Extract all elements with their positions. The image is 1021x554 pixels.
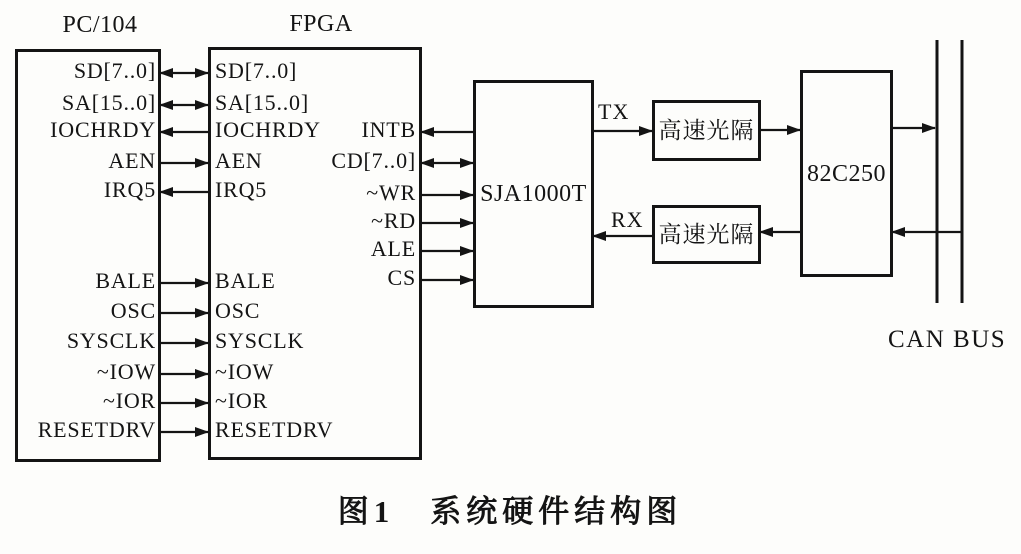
fpga-pin-aen: AEN (215, 148, 263, 173)
fpga-pin-sa: SA[15..0] (215, 90, 309, 115)
rx-label: RX (611, 207, 644, 232)
fpga-pin-iow: ~IOW (215, 359, 275, 384)
fpga-pin-rd: ~RD (371, 208, 416, 233)
pc104-pin-osc: OSC (110, 298, 156, 323)
fpga-pin-sd: SD[7..0] (215, 58, 298, 83)
pc104-pin-sysclk: SYSCLK (66, 328, 156, 353)
optocoupler-rx-label: 高速光隔 (658, 222, 755, 247)
figure-caption: 图1 系统硬件结构图 (337, 494, 683, 529)
fpga-pin-cs: CS (387, 265, 416, 290)
fpga-pin-irq5: IRQ5 (215, 177, 268, 202)
pc104-pin-sa: SA[15..0] (62, 90, 156, 115)
fpga-pin-resetdrv: RESETDRV (215, 417, 334, 442)
fpga-pin-sysclk: SYSCLK (215, 328, 305, 353)
transceiver-82c250-label: 82C250 (806, 160, 886, 187)
pc104-pin-irq5: IRQ5 (103, 177, 156, 202)
pc104-pin-resetdrv: RESETDRV (37, 417, 156, 442)
tx-label: TX (598, 99, 630, 124)
fpga-pin-osc: OSC (215, 298, 261, 323)
sja1000t-block (473, 80, 594, 308)
pc104-pin-iow: ~IOW (96, 359, 156, 384)
optocoupler-rx-block (652, 205, 761, 264)
optocoupler-tx-block (652, 100, 761, 161)
fpga-pin-ior: ~IOR (215, 388, 268, 413)
pc104-pin-ior: ~IOR (103, 388, 156, 413)
fpga-pin-cd: CD[7..0] (331, 148, 416, 173)
pc104-pin-sd: SD[7..0] (73, 58, 156, 83)
sja1000t-label: SJA1000T (480, 181, 587, 207)
pc104-pin-bale: BALE (95, 268, 156, 293)
fpga-pin-bale: BALE (215, 268, 276, 293)
fpga-pin-iochrdy: IOCHRDY (215, 117, 321, 142)
fpga-pin-intb: INTB (361, 117, 416, 142)
fpga-title: FPGA (289, 11, 353, 37)
fpga-pin-wr: ~WR (366, 180, 416, 205)
transceiver-82c250-block (800, 70, 893, 277)
optocoupler-tx-label: 高速光隔 (658, 118, 755, 143)
fpga-pin-ale: ALE (370, 236, 416, 261)
pc104-pin-iochrdy: IOCHRDY (50, 117, 156, 142)
pc104-pin-aen: AEN (108, 148, 156, 173)
pc104-title: PC/104 (62, 12, 138, 38)
can-bus-label: CAN BUS (888, 326, 1007, 353)
